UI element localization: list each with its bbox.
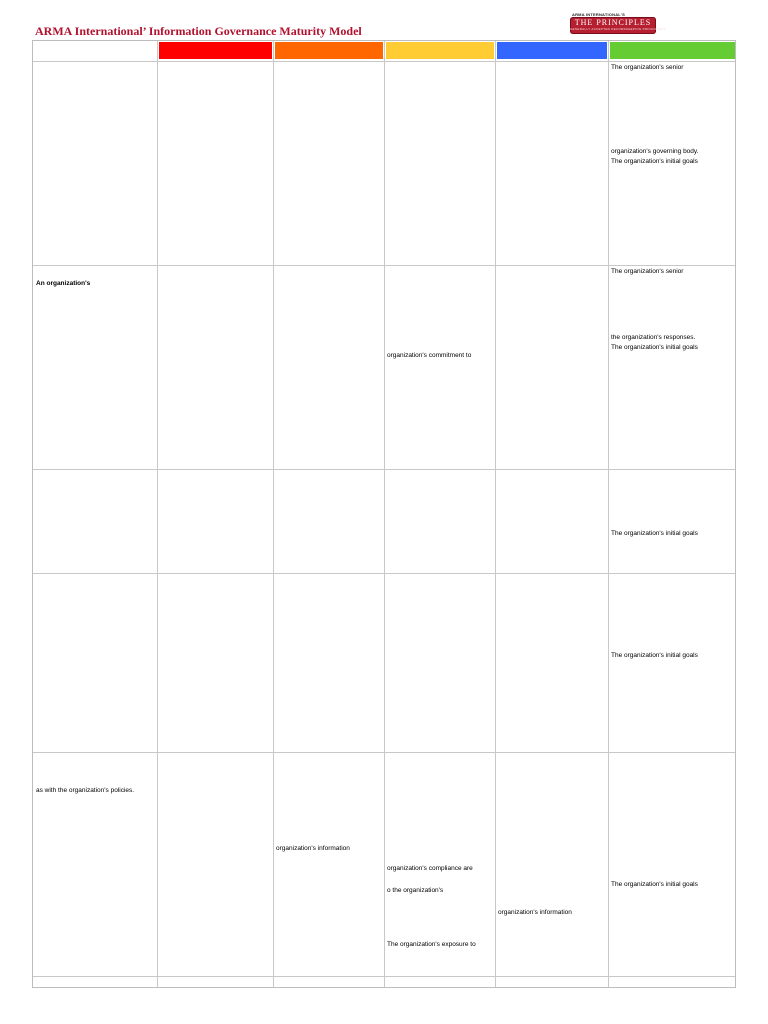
table-cell-text: The organization's initial goals bbox=[611, 344, 698, 351]
table-cell-text: The organization's senior bbox=[611, 268, 684, 275]
table-cell-text: o the organization's bbox=[387, 887, 444, 894]
table-cell-text: An organization's bbox=[36, 280, 91, 287]
principles-logo bbox=[570, 12, 666, 34]
table-cell-text: organization's information bbox=[498, 909, 572, 916]
table-cell-text: as with the organization's policies. bbox=[36, 787, 135, 794]
table-cell-text: The organization's initial goals bbox=[611, 158, 698, 165]
page-title: ARMA International’ Information Governance Maturity Model bbox=[35, 24, 362, 38]
level-header-cell bbox=[497, 42, 607, 59]
column-divider bbox=[495, 41, 496, 987]
table-cell-text: The organization's initial goals bbox=[611, 652, 698, 659]
table-cell-text: The organization's exposure to bbox=[387, 941, 476, 948]
table-cell-text: The organization's initial goals bbox=[611, 530, 698, 537]
row-divider bbox=[33, 265, 735, 266]
table-cell-text: The organization's initial goals bbox=[611, 881, 698, 888]
table-cell-text: organization's commitment to bbox=[387, 352, 472, 359]
level-header-cell bbox=[35, 42, 156, 59]
column-divider bbox=[157, 41, 158, 987]
column-divider bbox=[608, 41, 609, 987]
table-cell-text: the organization's responses. bbox=[611, 334, 696, 341]
maturity-model-table bbox=[32, 40, 736, 988]
table-cell-text: organization's information bbox=[276, 845, 350, 852]
row-divider bbox=[33, 61, 735, 62]
table-cell-text: organization's compliance are bbox=[387, 865, 473, 872]
level-header-cell bbox=[275, 42, 383, 59]
logo-top-line: ARMA INTERNATIONAL'S bbox=[572, 12, 625, 17]
level-header-cell bbox=[610, 42, 735, 59]
column-divider bbox=[273, 41, 274, 987]
row-divider bbox=[33, 469, 735, 470]
column-divider bbox=[384, 41, 385, 987]
logo-sub-text: GENERALLY ACCEPTED RECORDKEEPING PRINCIPLES® bbox=[570, 27, 666, 31]
logo-badge bbox=[570, 17, 666, 34]
logo-main-text: THE PRINCIPLES bbox=[574, 18, 652, 27]
row-divider bbox=[33, 976, 735, 977]
level-header-cell bbox=[159, 42, 272, 59]
row-divider bbox=[33, 573, 735, 574]
level-header-cell bbox=[386, 42, 494, 59]
table-cell-text: organization's governing body. bbox=[611, 148, 699, 155]
table-cell-text: The organization's senior bbox=[611, 64, 684, 71]
row-divider bbox=[33, 752, 735, 753]
